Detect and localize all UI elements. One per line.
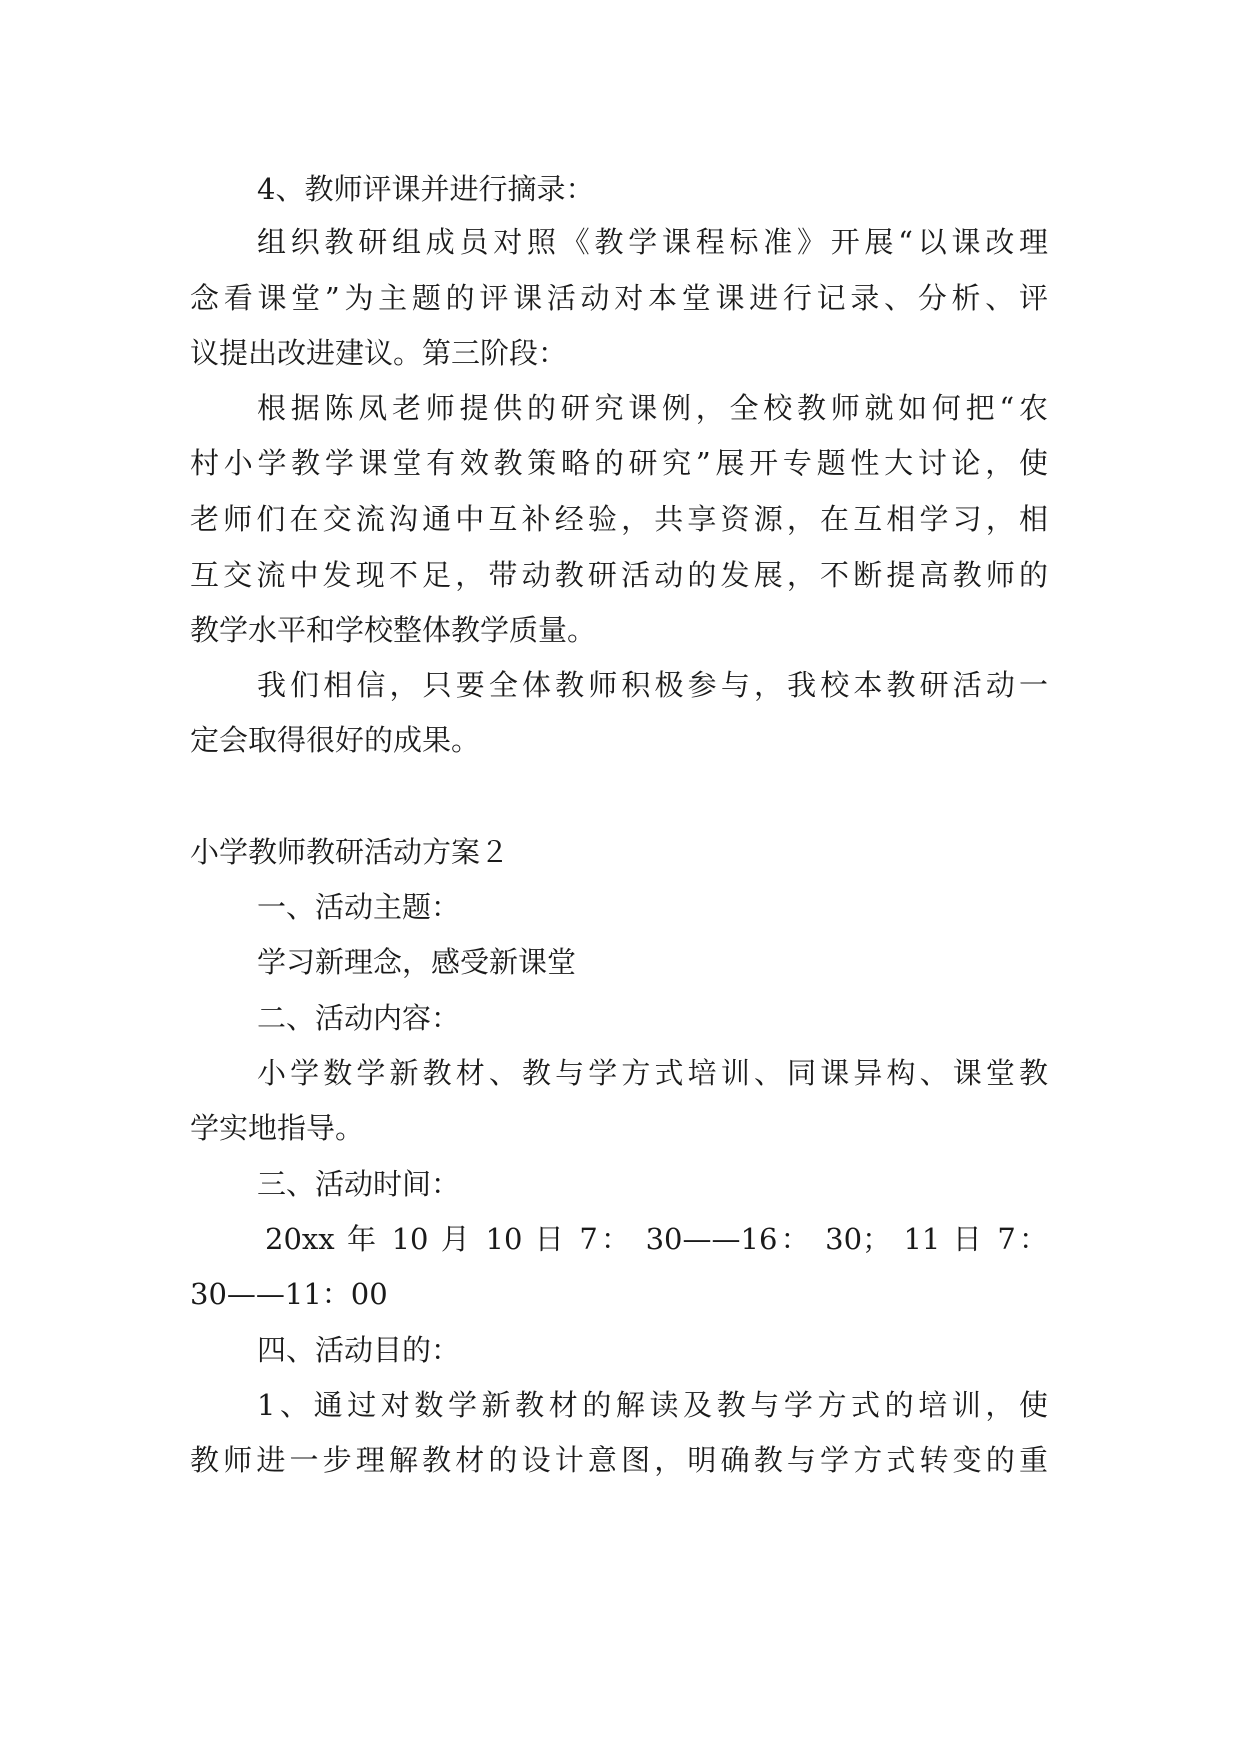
- paragraph-line: 我们相信，只要全体教师积极参与，我校本教研活动一: [257, 668, 1048, 702]
- paragraph-line: 念看课堂”为主题的评课活动对本堂课进行记录、分析、评: [190, 281, 1048, 315]
- paragraph-line: 教师进一步理解教材的设计意图，明确教与学方式转变的重: [190, 1443, 1048, 1477]
- paragraph-line: 议提出改进建议。第三阶段：: [190, 336, 568, 370]
- paragraph-line: 组织教研组成员对照《教学课程标准》开展“以课改理: [257, 225, 1048, 259]
- paragraph-line: 1、通过对数学新教材的解读及教与学方式的培训，使: [257, 1388, 1048, 1422]
- heading-activity-theme: 一、活动主题：: [257, 890, 461, 924]
- paragraph-line: 根据陈凤老师提供的研究课例，全校教师就如何把“农: [257, 391, 1048, 425]
- paragraph-line: 老师们在交流沟通中互补经验，共享资源，在互相学习，相: [190, 502, 1048, 536]
- paragraph-line: 互交流中发现不足，带动教研活动的发展，不断提高教师的: [190, 558, 1048, 592]
- activity-time-text: 20xx 年 10 月 10 日 7： 30——16： 30； 11 日 7：: [265, 1222, 1048, 1256]
- paragraph-line: 小学数学新教材、教与学方式培训、同课异构、课堂教: [257, 1056, 1048, 1090]
- section-title: 小学教师教研活动方案２: [190, 835, 510, 869]
- heading-activity-content: 二、活动内容：: [257, 1001, 461, 1035]
- paragraph-line: 村小学教学课堂有效教策略的研究”展开专题性大讨论，使: [190, 446, 1048, 480]
- paragraph-line: 定会取得很好的成果。: [190, 723, 481, 757]
- activity-time-text: 30——11：00: [190, 1277, 388, 1311]
- heading-activity-time: 三、活动时间：: [257, 1167, 461, 1201]
- heading-activity-purpose: 四、活动目的：: [257, 1333, 461, 1367]
- activity-theme-text: 学习新理念，感受新课堂: [257, 945, 577, 979]
- paragraph-line: 教学水平和学校整体教学质量。: [190, 613, 597, 647]
- heading-teacher-evaluation: 4、教师评课并进行摘录：: [257, 172, 595, 206]
- paragraph-line: 学实地指导。: [190, 1111, 365, 1145]
